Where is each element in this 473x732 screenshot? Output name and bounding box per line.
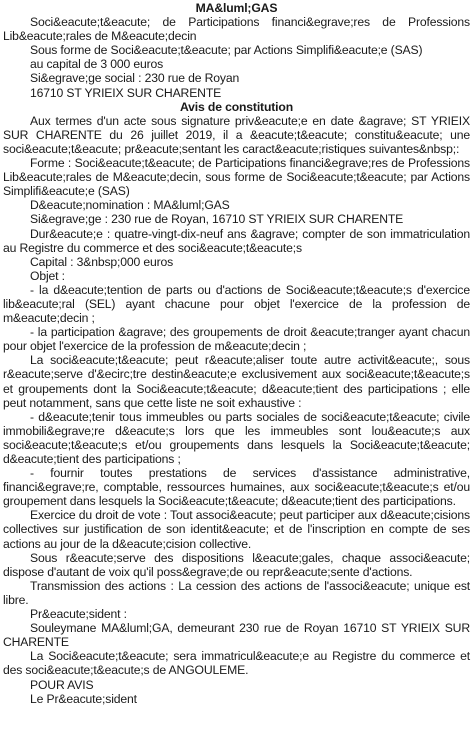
objet-item-2: - la participation &agrave; des groupements de droit &eacute;tranger ayant chacun pour objet l'exercice de la profession de m&eacute;decin ; <box>3 325 470 354</box>
voting-rights-paragraph: Exercice du droit de vote : Tout associ&eacute; peut participer aux d&eacute;cisions collectives sur justification de son identit&eacute; et de l'inscription en compte de ses actions au jour de la d&eacute;cision collective. <box>3 508 470 551</box>
company-city: 16710 ST YRIEIX SUR CHARENTE <box>30 85 222 100</box>
duree-paragraph: Dur&eacute;e : quatre-vingt-dix-neuf ans &agrave; compter de son immatriculation au Registre du commerce et des soci&eacute;t&eacute;s <box>3 226 470 255</box>
president-paragraph: Souleymane MA&luml;GA, demeurant 230 rue de Royan 16710 ST YRIEIX SUR CHARENTE <box>3 621 470 650</box>
objet-item-3: - d&eacute;tenir tous immeubles ou parts sociales de soci&eacute;t&eacute; civile immobili&egrave;re d&eacute;s lors que les immeubles sont lou&eacute;s aux soci&eacute;t&eacute;s et/ou groupements dans lesquels la Soci&eacute;t&eacute; d&eacute;tient des participations ; <box>3 409 470 466</box>
objet-item-1: - la d&eacute;tention de parts ou d'actions de Soci&eacute;t&eacute;s d'exercice lib&eacute;ral (SEL) ayant chacune pour objet l'exercice de la profession de m&eacute;decin ; <box>3 282 470 326</box>
signature: Le Pr&eacute;sident <box>30 691 137 706</box>
company-type: Soci&eacute;t&eacute; de Participations financi&egrave;res de Professions Lib&eacute;rales de M&eacute;decin <box>3 15 470 44</box>
objet-paragraph: La soci&eacute;t&eacute; peut r&eacute;aliser toute autre activit&eacute;, sous r&eacute;serve d'&ecirc;tre destin&eacute;e exclusivement aux soci&eacute;t&eacute;s et groupements dont la Soci&eacute;t&eacute; d&eacute;tient des participations ; elle peut notamment, sans que cette liste ne soit exhaustive : <box>3 353 470 410</box>
intro-paragraph: Aux termes d'un acte sous signature priv&eacute;e en date &agrave; ST YRIEIX SUR CHARENTE du 26 juillet 2019, il a &eacute;t&eacute; constitu&eacute; une soci&eacute;t&eacute; pr&eacute;sentant les caract&eacute;ristiques suivantes&nbsp;: <box>3 113 470 156</box>
objet-label: Objet : <box>30 268 65 283</box>
registration-paragraph: La Soci&eacute;t&eacute; sera immatricul&eacute;e au Registre du commerce et des soci&eacute;t&eacute;s de ANGOULEME. <box>3 649 470 678</box>
company-seat: Si&egrave;ge social : 230 rue de Royan <box>30 71 240 86</box>
president-label: Pr&eacute;sident : <box>30 607 127 622</box>
objet-item-4: - fournir toutes prestations de services d'assistance administrative, financi&egrave;re, comptable, ressources humaines, aux soci&eacute;t&eacute;s et/ou groupement dans lesquels la Soci&eacute;t&eacute; d&eacute;tient des participations. <box>3 466 470 509</box>
notice-title: Avis de constitution <box>179 99 293 114</box>
company-form: Sous forme de Soci&eacute;t&eacute; par Actions Simplifi&eacute;e (SAS) <box>30 43 423 58</box>
transmission-paragraph: Transmission des actions : La cession des actions de l'associ&eacute; unique est libre. <box>3 578 470 607</box>
company-name-title: MA&luml;GAS <box>195 1 278 15</box>
votes-paragraph: Sous r&eacute;serve des dispositions l&eacute;gales, chaque associ&eacute; dispose d'autant de voix qu'il poss&egrave;de ou repr&eacute;sente d'actions. <box>3 550 470 579</box>
capital-line: Capital : 3&nbsp;000 euros <box>30 254 174 269</box>
forme-paragraph: Forme : Soci&eacute;t&eacute; de Participations financi&egrave;res de Professions Lib&eacute;rales de M&eacute;decin, sous forme de Soci&eacute;t&eacute; par Actions Simplifi&eacute;e (SAS) <box>3 156 470 199</box>
pour-avis: POUR AVIS <box>30 677 94 692</box>
denomination-line: D&eacute;nomination : MA&luml;GAS <box>30 198 230 213</box>
siege-line: Si&egrave;ge : 230 rue de Royan, 16710 ST YRIEIX SUR CHARENTE <box>30 212 404 227</box>
company-capital: au capital de 3 000 euros <box>30 57 164 72</box>
